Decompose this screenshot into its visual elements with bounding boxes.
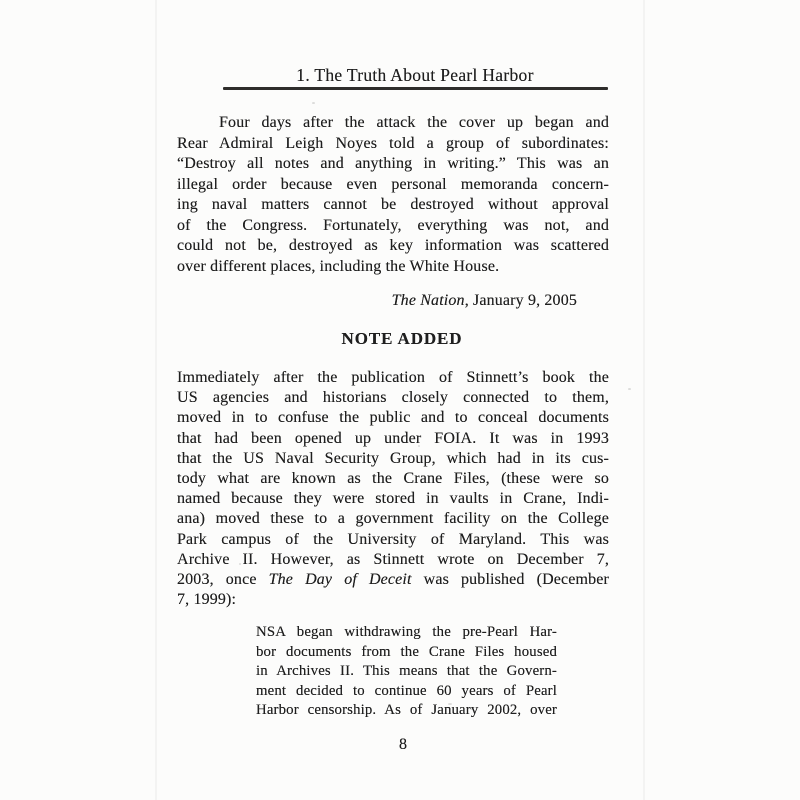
text-line: Immediately after the publication of Stinnett’s book the [177, 369, 609, 386]
source-attribution [177, 291, 577, 311]
scan-edge-line-left [155, 0, 157, 800]
text-line: moved in to confuse the public and to conceal documents [177, 409, 609, 427]
paragraph-note-added [177, 368, 609, 610]
text-segment: , January 9, 2005 [464, 292, 577, 309]
text-line: ing naval matters cannot be destroyed without approval [177, 196, 609, 214]
scan-speck [628, 388, 631, 390]
text-line: Harbor censorship. As of January 2002, over [256, 702, 557, 719]
scan-edge-line-right [643, 0, 645, 800]
text-line: “Destroy all notes and anything in writing.” This was an [177, 155, 609, 173]
text-line: 7, 1999): [177, 591, 237, 609]
text-line: of the Congress. Fortunately, everything was not, and [177, 216, 609, 234]
text-line: could not be, destroyed as key information was scattered [177, 237, 609, 255]
text-line: Park campus of the University of Maryland. This was [177, 530, 609, 548]
text-line: named because they were stored in vaults in Crane, Indi- [177, 490, 609, 508]
paragraph-cover-up [177, 113, 609, 277]
text-line: that the US Naval Security Group, which had in its cus- [177, 449, 609, 467]
italic-text-segment: The Day of Deceit [268, 571, 412, 589]
running-header: 1. The Truth About Pearl Harbor [296, 65, 534, 85]
text-line: Four days after the attack the cover up began and [219, 114, 609, 131]
text-line: tody what are known as the Crane Files, (these were so [177, 470, 609, 488]
text-segment: 2003, once [177, 571, 269, 589]
text-line: illegal order because even personal memoranda concern- [177, 175, 609, 193]
italic-text-segment: The Nation [391, 292, 465, 309]
text-line: US agencies and historians closely connected to them, [177, 389, 609, 407]
page-number: 8 [399, 736, 407, 753]
note-added-heading: NOTE ADDED [341, 329, 463, 348]
text-segment: was published (December [411, 571, 610, 589]
text-line: that had been opened up under FOIA. It was in 1993 [177, 429, 609, 447]
text-line: Archive II. However, as Stinnett wrote on December 7, [177, 550, 609, 568]
text-line [177, 291, 577, 311]
block-quote-stinnett [256, 623, 557, 721]
text-line [177, 570, 609, 590]
text-line: Rear Admiral Leigh Noyes told a group of subordinates: [177, 134, 609, 152]
header-rule [223, 87, 608, 90]
text-line: in Archives II. This means that the Govern- [256, 663, 557, 680]
scan-speck [312, 102, 315, 104]
text-line: ana) moved these to a government facility on the College [177, 510, 609, 528]
text-line: over different places, including the White House. [177, 257, 500, 275]
text-line: ment decided to continue 60 years of Pearl [256, 682, 557, 699]
text-line: NSA began withdrawing the pre-Pearl Har- [256, 624, 557, 640]
text-line: bor documents from the Crane Files housed [256, 643, 557, 660]
